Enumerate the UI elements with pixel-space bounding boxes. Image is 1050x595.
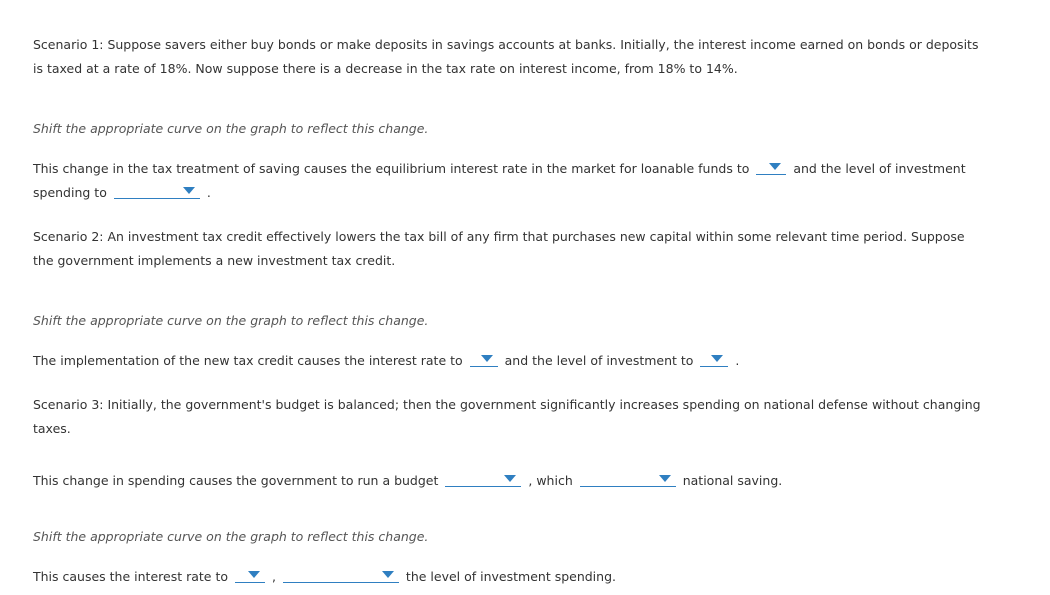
chevron-down-icon — [481, 355, 493, 362]
scenario2-instruction: Shift the appropriate curve on the graph to reflect this change. — [33, 313, 429, 328]
scenario2-text-line2: the government implements a new investment tax credit. — [33, 253, 396, 268]
question-text: and the level of investment — [793, 161, 966, 176]
question-text: national saving. — [682, 473, 783, 488]
scenario2-question — [33, 349, 739, 369]
chevron-down-icon — [769, 163, 781, 170]
scenario1-text-line2: is taxed at a rate of 18%. Now suppose there is a decrease in the tax rate on interest income, from 18% to 14%. — [33, 61, 738, 76]
question-text: This causes the interest rate to — [33, 569, 228, 584]
interest-rate-dropdown-s3[interactable] — [235, 567, 265, 583]
scenario1-instruction: Shift the appropriate curve on the graph to reflect this change. — [33, 121, 429, 136]
question-text: the level of investment spending. — [405, 569, 616, 584]
interest-rate-dropdown-s2[interactable] — [470, 351, 498, 367]
chevron-down-icon — [659, 475, 671, 482]
interest-rate-dropdown-s1[interactable] — [756, 159, 786, 175]
question-text: . — [206, 185, 211, 200]
question-text: and the level of investment to — [504, 353, 694, 368]
question-text: , — [271, 569, 276, 584]
chevron-down-icon — [382, 571, 394, 578]
scenario3-question2 — [33, 565, 616, 585]
scenario1-text-line1: Scenario 1: Suppose savers either buy bonds or make deposits in savings accounts at banks. Initially, the interest income earned on bonds or deposits — [33, 37, 979, 52]
question-text: spending to — [33, 185, 107, 200]
scenario3-text-line2: taxes. — [33, 421, 71, 436]
chevron-down-icon — [504, 475, 516, 482]
chevron-down-icon — [711, 355, 723, 362]
national-saving-dropdown[interactable] — [580, 471, 676, 487]
scenario1-question-line1 — [33, 157, 966, 177]
investment-dropdown-s2[interactable] — [700, 351, 728, 367]
question-text: This change in the tax treatment of saving causes the equilibrium interest rate in the market for loanable funds to — [33, 161, 750, 176]
scenario1-question-line2 — [33, 181, 211, 201]
question-text: The implementation of the new tax credit causes the interest rate to — [33, 353, 463, 368]
scenario3-instruction: Shift the appropriate curve on the graph to reflect this change. — [33, 529, 429, 544]
question-text: , which — [528, 473, 573, 488]
chevron-down-icon — [183, 187, 195, 194]
scenario3-text-line1: Scenario 3: Initially, the government's budget is balanced; then the government significantly increases spending on national defense without changing — [33, 397, 981, 412]
investment-dropdown-s1[interactable] — [114, 183, 200, 199]
investment-effect-dropdown[interactable] — [283, 567, 399, 583]
chevron-down-icon — [248, 571, 260, 578]
question-text: This change in spending causes the government to run a budget — [33, 473, 439, 488]
scenario2-text-line1: Scenario 2: An investment tax credit effectively lowers the tax bill of any firm that purchases new capital within some relevant time period. Suppose — [33, 229, 965, 244]
scenario3-question1 — [33, 469, 782, 489]
budget-dropdown[interactable] — [445, 471, 521, 487]
question-text: . — [735, 353, 740, 368]
